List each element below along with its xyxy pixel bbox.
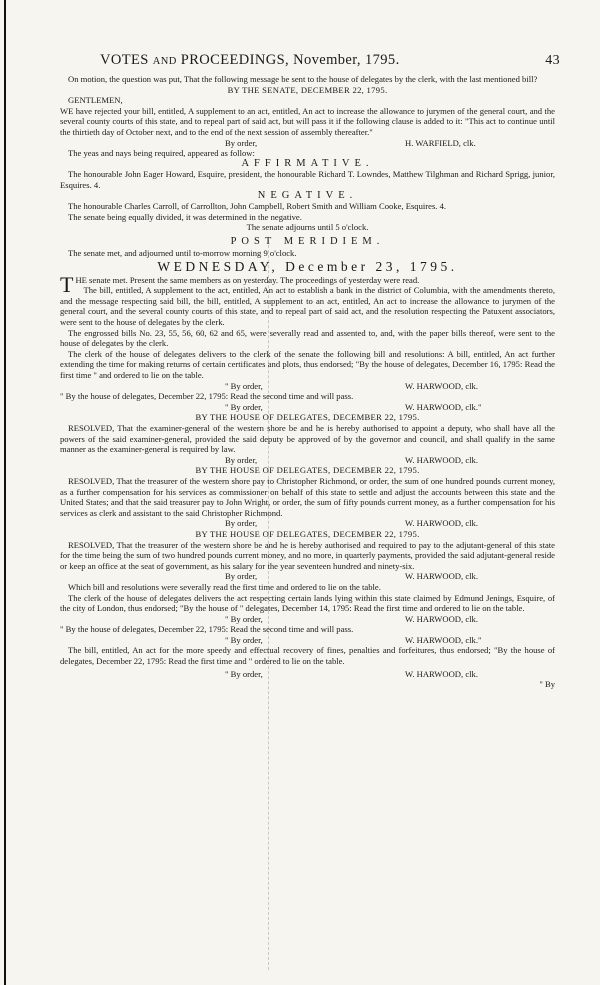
negative-heading: NEGATIVE.	[257, 189, 358, 201]
signature-line: " By order, W. HARWOOD, clk.	[225, 668, 478, 679]
signature-line: By order, W. HARWOOD, clk.	[225, 571, 478, 582]
signature-line: By order, H. WARFIELD, clk.	[225, 137, 476, 148]
house-heading: BY THE HOUSE OF DELEGATES, DECEMBER 22, 1795.	[195, 528, 420, 539]
paragraph: The senate being equally divided, it was determined in the negative.	[68, 211, 302, 222]
body-text	[60, 74, 555, 690]
catchword-line	[60, 679, 555, 690]
paragraph: " By the house of delegates, December 22, 1795: Read the second time and will pass.	[60, 391, 354, 402]
catchword: " By	[539, 679, 555, 690]
paragraph: The bill, entitled, A supplement to the act, entitled, An act to establish a bank in the district of Columbia, with the amendments thereto, and the message respecting said bill, the bill, entitled, A supplement to an act, entitled, An act to increase the allowance to jurymen of the general court, and the several county courts of this state, and to repeal part of said act, and the resolution respecting the Patuxent associators, were sent to the house of delegates by the clerk.	[60, 285, 555, 328]
paragraph: The clerk of the house of delegates delivers the act respecting certain lands lying within this state claimed by Edmund Jenings, Esquire, of the city of London, thus endorsed; "By the house of " delegates, December 14, 1795: Read the first time and ordered to lie on the table.	[60, 592, 555, 614]
paragraph: The senate met, and adjourned until to-morrow morning 9 o'clock.	[68, 247, 297, 258]
paragraph: The yeas and nays being required, appeared as follow:	[68, 148, 255, 159]
resolution: RESOLVED, That the treasurer of the western shore be and he is hereby authorised and required to pay to the adjutant-general of this state for the time being the sum of two hundred pounds current money, and no more, in quarterly payments, provided the said adjutant-general reside or keep an office at the seat of government, as his salary for the year seventeen hundred and ninety-six.	[60, 539, 555, 571]
resolution: RESOLVED, That the examiner-general of the western shore be and he is hereby authorised to appoint a deputy, who shall have all the powers of the said examiner-general, provided the said deputy be approved of by the governor and council, and shall qualify in the same manner as the examiner-general is required by law.	[60, 423, 555, 455]
running-header	[100, 52, 560, 69]
affirmative-heading: AFFIRMATIVE.	[241, 157, 374, 169]
paragraph: On motion, the question was put, That the following message be sent to the house of delegates by the clerk, with the last mentioned bill?	[68, 74, 538, 84]
house-heading: BY THE HOUSE OF DELEGATES, DECEMBER 22, 1795.	[195, 465, 420, 476]
post-meridiem-heading: POST MERIDIEM.	[230, 235, 385, 247]
paragraph: " By the house of delegates, December 22, 1795: Read the second time and will pass.	[60, 624, 354, 635]
page-number: 43	[545, 53, 560, 68]
house-heading: BY THE HOUSE OF DELEGATES, DECEMBER 22, 1795.	[195, 412, 420, 423]
signature-line: By order, W. HARWOOD, clk.	[225, 454, 478, 465]
left-border-rule	[4, 0, 6, 985]
signature-line: " By order, W. HARWOOD, clk."	[225, 634, 482, 645]
senate-heading: BY THE SENATE, DECEMBER 22, 1795.	[227, 84, 388, 95]
signature-line: By order, W. HARWOOD, clk.	[225, 518, 478, 529]
salutation: GENTLEMEN,	[68, 95, 123, 106]
paragraph: Which bill and resolutions were severally read the first time and ordered to lie on the table.	[68, 581, 381, 592]
day-heading: WEDNESDAY, December 23, 1795.	[157, 259, 458, 275]
header-title: VOTES AND PROCEEDINGS, November, 1795.	[100, 52, 400, 68]
signature-line: " By order, W. HARWOOD, clk.	[225, 613, 478, 624]
paragraph: WE have rejected your bill, entitled, A supplement to an act, entitled, An act to increase the allowance to jurymen of the general court, and the several county courts of this state, and to repeal part of said act, but will pass it if the following clause is added to it: "This act to continue until the thirtieth day of October next, and to the end of the next session of assembly thereafter."	[60, 105, 555, 137]
paragraph: The bill, entitled, An act for the more speedy and effectual recovery of fines, penalties and forfeitures, thus endorsed; "By the house of delegates, December 22, 1795: Read the first time and " ordered to lie on the table.	[60, 645, 555, 667]
drop-cap: T	[60, 271, 74, 297]
signature-line: " By order, W. HARWOOD, clk.	[225, 380, 478, 391]
resolution: RESOLVED, That the treasurer of the western shore pay to Christopher Richmond, or order, the sum of one hundred pounds current money, as a further compensation for his services as commissioner on behalf of this state to settle and adjust the accounts between this state and the United States; and that the said treasurer pay to John Wright, or order, the sum of fifty pounds current money, as a further compensation for his services as clerk and assistant to the said Christopher Richmond.	[60, 475, 555, 518]
paragraph: The honourable Charles Carroll, of Carrollton, John Campbell, Robert Smith and William Cooke, Esquires. 4.	[68, 201, 447, 212]
paragraph: THE senate met. Present the same members as on yesterday. The proceedings of yesterday were read.	[60, 271, 420, 297]
signature-line: " By order, W. HARWOOD, clk."	[225, 401, 482, 412]
paragraph: The engrossed bills No. 23, 55, 56, 60, 62 and 65, were severally read and assented to, and, with the paper bills thereof, were sent to the house of delegates by the clerk.	[60, 327, 555, 349]
paragraph: The honourable John Eager Howard, Esquire, president, the honourable Richard T. Lowndes, Matthew Tilghman and Richard Sprigg, junior, Esquires. 4.	[60, 169, 555, 190]
paragraph: The senate adjourns until 5 o'clock.	[246, 222, 369, 233]
paragraph: The clerk of the house of delegates delivers to the clerk of the senate the following bill and resolutions: A bill, entitled, An act further extending the time for making returns of certain certificates and plots, thus endorsed; "By the house of delegates, December 16, 1795: Read the first time " and ordered to lie on the table.	[60, 348, 555, 381]
